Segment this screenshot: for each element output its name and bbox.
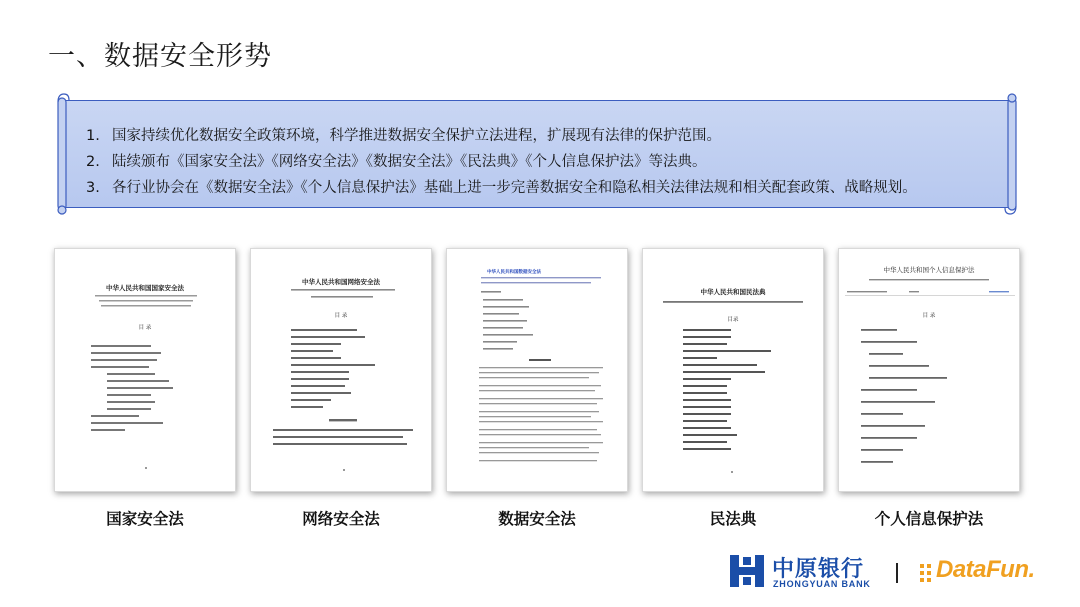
caption-personal-information-law: 个人信息保护法: [874, 510, 984, 528]
datafun-logo: [918, 556, 1058, 592]
document-national-security-law: [54, 248, 236, 492]
document-heading: 中华人民共和国个人信息保护法: [883, 266, 975, 274]
page-title: 一、数据安全形势: [48, 41, 272, 72]
summary-banner: [56, 92, 1018, 216]
summary-item: [86, 123, 917, 149]
document-heading: 中华人民共和国国家安全法: [106, 284, 184, 292]
document-cybersecurity-law: [250, 248, 432, 492]
zhongyuan-bank-logo-icon: [728, 553, 766, 589]
summary-item: [86, 149, 917, 175]
summary-item: [86, 175, 917, 201]
document-heading: 中华人民共和国民法典: [700, 288, 766, 296]
document-civil-code: [642, 248, 824, 492]
item-number: 1.: [86, 128, 100, 144]
document-toc-heading: 目 录: [334, 313, 348, 319]
caption-civil-code: 民法典: [709, 510, 757, 528]
item-number: 3.: [86, 180, 100, 196]
item-text: 国家持续优化数据安全政策环境，科学推进数据安全保护立法进程，扩展现有法律的保护范围。: [112, 128, 721, 144]
document-text-lines: [447, 249, 628, 492]
item-text: 陆续颁布《国家安全法》《网络安全法》《数据安全法》《民法典》《个人信息保护法》等法典。: [112, 154, 707, 170]
document-text-lines: [643, 249, 824, 492]
document-toc-heading: 目 录: [922, 313, 936, 319]
document-personal-information-law: [838, 248, 1020, 492]
zhongyuan-bank-logo: [728, 552, 878, 592]
partner-name: DataFun.: [936, 556, 1035, 583]
document-data-security-law: [446, 248, 628, 492]
document-text-lines: [55, 249, 236, 492]
document-text-lines: [839, 249, 1020, 492]
caption-cybersecurity-law: 网络安全法: [302, 510, 380, 528]
datafun-dots-icon: [918, 562, 936, 584]
document-toc-heading: 目 录: [138, 325, 152, 331]
document-heading: 中华人民共和国数据安全法: [487, 270, 541, 275]
bank-name-cn: 中原银行: [772, 557, 865, 582]
document-toc-heading: 目录: [727, 317, 739, 323]
logo-separator: [896, 563, 898, 583]
document-text-lines: [251, 249, 432, 492]
item-text: 各行业协会在《数据安全法》《个人信息保护法》基础上进一步完善数据安全和隐私相关法律法规和相关配套政策、战略规划。: [112, 180, 917, 196]
caption-national-security-law: 国家安全法: [106, 510, 184, 528]
document-heading: 中华人民共和国网络安全法: [302, 278, 380, 286]
summary-list: [86, 123, 917, 201]
bank-name-en: ZHONGYUAN BANK: [773, 579, 871, 589]
caption-data-security-law: 数据安全法: [498, 510, 576, 528]
item-number: 2.: [86, 154, 100, 170]
